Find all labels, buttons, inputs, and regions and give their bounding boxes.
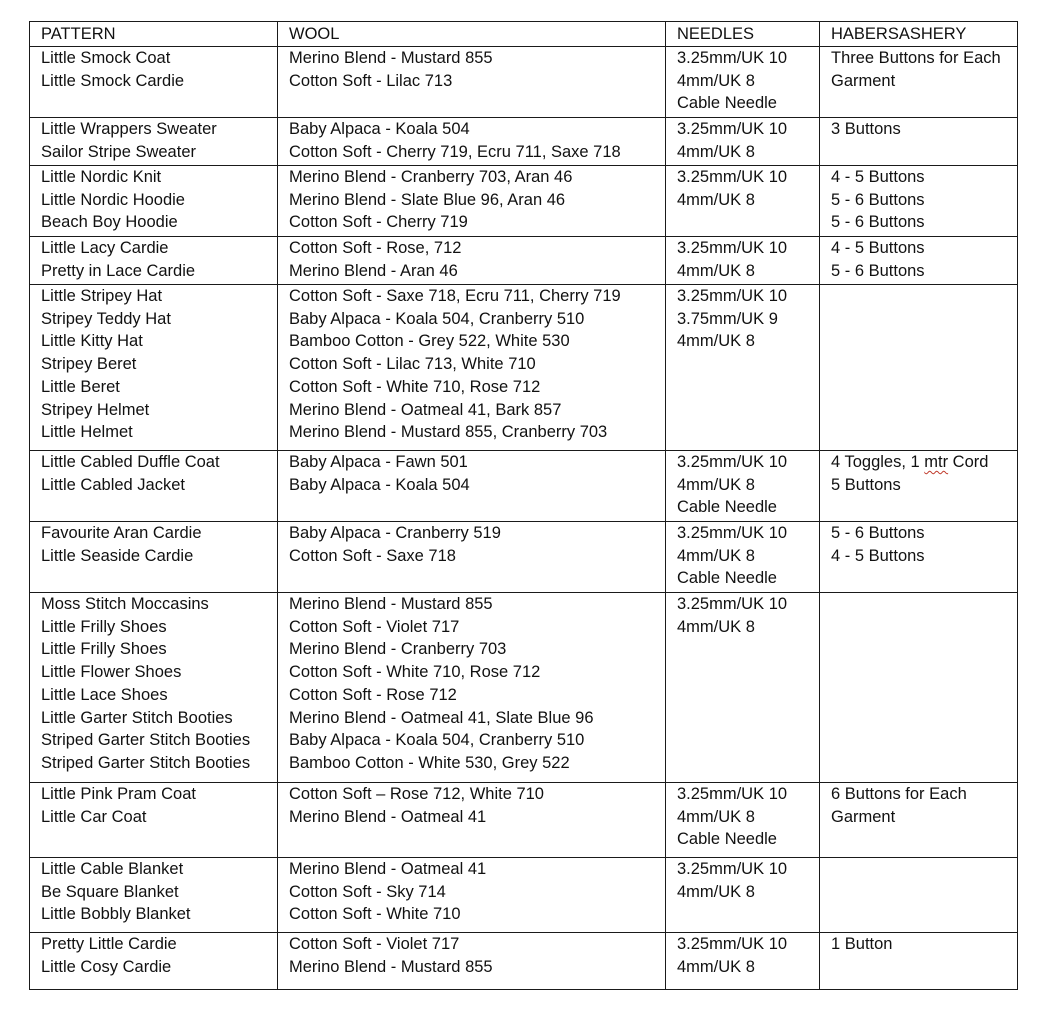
cell-line: Garment <box>831 807 896 826</box>
haberdashery-cell <box>820 47 1018 118</box>
wool-cell <box>278 593 666 783</box>
cell-line: 5 - 6 Buttons <box>831 190 925 209</box>
needles-cell <box>666 118 820 166</box>
haberdashery-cell <box>820 858 1018 933</box>
cell-line: Little Nordic Hoodie <box>41 190 185 209</box>
wool-cell <box>278 858 666 933</box>
haberdashery-cell <box>820 237 1018 285</box>
wool-cell <box>278 118 666 166</box>
needles-cell <box>666 285 820 451</box>
cell-line: 4 - 5 Buttons <box>831 546 925 565</box>
cell-line: Favourite Aran Cardie <box>41 524 202 542</box>
cell-line: 5 - 6 Buttons <box>831 213 925 232</box>
wool-cell <box>278 933 666 990</box>
cell-line: Cotton Soft - Lilac 713 <box>289 71 453 90</box>
cell-line: Sailor Stripe Sweater <box>41 142 196 161</box>
cell-line: 5 - 6 Buttons <box>831 524 925 542</box>
table-row <box>30 237 1018 285</box>
cell-line: 4 - 5 Buttons <box>831 239 925 257</box>
cell-line: Little Beret <box>41 377 120 396</box>
table-row <box>30 285 1018 451</box>
cell-line: 3 Buttons <box>831 120 901 138</box>
cell-line: 3.75mm/UK 9 <box>677 309 778 328</box>
table-row <box>30 593 1018 783</box>
pattern-cell <box>30 933 278 990</box>
needles-cell <box>666 783 820 858</box>
cell-line: 3.25mm/UK 10 <box>677 120 788 138</box>
cell-line: Striped Garter Stitch Booties <box>41 753 251 772</box>
cell-line: Cotton Soft - Violet 717 <box>289 617 460 636</box>
haberdashery-cell <box>820 118 1018 166</box>
cell-line: 4mm/UK 8 <box>677 142 755 161</box>
cell-line: Bamboo Cotton - White 530, Grey 522 <box>289 753 570 772</box>
needles-cell <box>666 522 820 593</box>
pattern-cell <box>30 858 278 933</box>
cell-line: Cotton Soft - Cherry 719, Ecru 711, Saxe 718 <box>289 142 621 161</box>
header-row <box>30 22 1018 47</box>
cell-line: Cotton Soft - Saxe 718, Ecru 711, Cherry 719 <box>289 287 621 305</box>
cell-line: Merino Blend - Oatmeal 41 <box>289 860 487 878</box>
pattern-cell <box>30 593 278 783</box>
needles-cell <box>666 451 820 522</box>
cell-line: Pretty in Lace Cardie <box>41 261 196 280</box>
cell-line: Merino Blend - Mustard 855 <box>289 957 493 976</box>
cell-line: Cotton Soft - Violet 717 <box>289 935 460 953</box>
cell-line: 4mm/UK 8 <box>677 882 755 901</box>
cell-line: 3.25mm/UK 10 <box>677 860 788 878</box>
table-row <box>30 783 1018 858</box>
cell-line: 3.25mm/UK 10 <box>677 935 788 953</box>
cell-line: 3.25mm/UK 10 <box>677 524 788 542</box>
cell-line: Little Bobbly Blanket <box>41 905 191 924</box>
cell-line: 3.25mm/UK 10 <box>677 453 788 471</box>
cell-line: 4 - 5 Buttons <box>831 168 925 186</box>
cell-line: Little Cable Blanket <box>41 860 184 878</box>
needles-cell <box>666 593 820 783</box>
pattern-cell <box>30 47 278 118</box>
needles-cell <box>666 47 820 118</box>
cell-line: 4mm/UK 8 <box>677 261 755 280</box>
cell-line: Little Helmet <box>41 423 133 442</box>
cell-line: Baby Alpaca - Koala 504 <box>289 475 470 494</box>
haberdashery-cell <box>820 166 1018 237</box>
cell-line: Beach Boy Hoodie <box>41 213 178 232</box>
cell-line: Little Flower Shoes <box>41 663 182 682</box>
cell-line: 4mm/UK 8 <box>677 190 755 209</box>
cell-line: Little Lace Shoes <box>41 685 168 704</box>
cell-line: Bamboo Cotton - Grey 522, White 530 <box>289 332 570 351</box>
cell-line: Cable Needle <box>677 569 777 588</box>
cell-line: 4 Toggles, 1 mtr Cord <box>831 453 989 471</box>
pattern-cell <box>30 285 278 451</box>
cell-line: Baby Alpaca - Koala 504, Cranberry 510 <box>289 731 585 750</box>
cell-line: Little Seaside Cardie <box>41 546 194 565</box>
cell-line: Cotton Soft - Saxe 718 <box>289 546 456 565</box>
pattern-cell <box>30 118 278 166</box>
table-row <box>30 166 1018 237</box>
cell-line: Cotton Soft - Lilac 713, White 710 <box>289 355 536 374</box>
cell-line: Little Kitty Hat <box>41 332 143 351</box>
header-pattern: PATTERN <box>30 22 278 47</box>
cell-line: 3.25mm/UK 10 <box>677 239 788 257</box>
cell-line: Baby Alpaca - Fawn 501 <box>289 453 468 471</box>
cell-line: Little Garter Stitch Booties <box>41 708 233 727</box>
cell-line: Cable Needle <box>677 830 777 849</box>
table-body <box>30 47 1018 990</box>
header-needles: NEEDLES <box>666 22 820 47</box>
cell-line: Merino Blend - Aran 46 <box>289 261 458 280</box>
cell-line: 3.25mm/UK 10 <box>677 595 788 613</box>
cell-line: Little Pink Pram Coat <box>41 785 196 803</box>
cell-line: Cotton Soft - Cherry 719 <box>289 213 468 232</box>
cell-line: 6 Buttons for Each <box>831 785 967 803</box>
table-row <box>30 47 1018 118</box>
cell-line: Stripey Teddy Hat <box>41 309 171 328</box>
cell-line: Merino Blend - Mustard 855, Cranberry 703 <box>289 423 608 442</box>
cell-line: Merino Blend - Cranberry 703, Aran 46 <box>289 168 573 186</box>
cell-line: Little Nordic Knit <box>41 168 162 186</box>
cell-line: Little Wrappers Sweater <box>41 120 217 138</box>
cell-line: Cable Needle <box>677 498 777 517</box>
cell-line: Merino Blend - Mustard 855 <box>289 595 493 613</box>
wool-cell <box>278 783 666 858</box>
cell-line: Merino Blend - Cranberry 703 <box>289 640 507 659</box>
cell-line: Baby Alpaca - Cranberry 519 <box>289 524 501 542</box>
needles-cell <box>666 933 820 990</box>
pattern-cell <box>30 166 278 237</box>
haberdashery-cell <box>820 285 1018 451</box>
cell-line: Stripey Helmet <box>41 400 150 419</box>
needles-cell <box>666 166 820 237</box>
cell-line: Moss Stitch Moccasins <box>41 595 209 613</box>
cell-line: Be Square Blanket <box>41 882 179 901</box>
cell-line: Merino Blend - Mustard 855 <box>289 49 493 67</box>
header-wool: WOOL <box>278 22 666 47</box>
cell-line: 1 Button <box>831 935 893 953</box>
cell-line: Merino Blend - Oatmeal 41 <box>289 807 487 826</box>
wool-cell <box>278 237 666 285</box>
table-header <box>30 22 1018 47</box>
cell-line: Cotton Soft – Rose 712, White 710 <box>289 785 544 803</box>
haberdashery-cell <box>820 593 1018 783</box>
cell-line: 3.25mm/UK 10 <box>677 49 788 67</box>
cell-line: Little Smock Cardie <box>41 71 185 90</box>
needles-cell <box>666 237 820 285</box>
cell-line: Pretty Little Cardie <box>41 935 177 953</box>
cell-line: Cotton Soft - White 710 <box>289 905 461 924</box>
header-haberdashery: HABERSASHERY <box>820 22 1018 47</box>
table-row <box>30 522 1018 593</box>
cell-line: Little Frilly Shoes <box>41 640 167 659</box>
cell-line: Garment <box>831 71 896 90</box>
cell-line: Little Cosy Cardie <box>41 957 172 976</box>
cell-line: 4mm/UK 8 <box>677 475 755 494</box>
cell-line: Cotton Soft - Rose, 712 <box>289 239 462 257</box>
cell-line: Little Cabled Duffle Coat <box>41 453 220 471</box>
cell-line: 4mm/UK 8 <box>677 807 755 826</box>
pattern-cell <box>30 522 278 593</box>
pattern-cell <box>30 451 278 522</box>
cell-line: 4mm/UK 8 <box>677 332 755 351</box>
cell-line: 4mm/UK 8 <box>677 546 755 565</box>
pattern-cell <box>30 237 278 285</box>
spelling-underline: mtr <box>924 453 949 471</box>
cell-line: 5 Buttons <box>831 475 901 494</box>
cell-line: 4mm/UK 8 <box>677 957 755 976</box>
wool-cell <box>278 451 666 522</box>
cell-line: Cable Needle <box>677 94 777 113</box>
cell-line: 3.25mm/UK 10 <box>677 785 788 803</box>
table-row <box>30 858 1018 933</box>
cell-line: Baby Alpaca - Koala 504 <box>289 120 470 138</box>
pattern-materials-table <box>29 21 1018 990</box>
haberdashery-cell <box>820 783 1018 858</box>
cell-line: Little Smock Coat <box>41 49 171 67</box>
cell-line: Little Lacy Cardie <box>41 239 169 257</box>
cell-line: 3.25mm/UK 10 <box>677 168 788 186</box>
haberdashery-cell <box>820 933 1018 990</box>
cell-line: Three Buttons for Each <box>831 49 1001 67</box>
cell-line: Little Car Coat <box>41 807 147 826</box>
wool-cell <box>278 166 666 237</box>
needles-cell <box>666 858 820 933</box>
cell-line: Baby Alpaca - Koala 504, Cranberry 510 <box>289 309 585 328</box>
table-row <box>30 451 1018 522</box>
cell-line: Little Frilly Shoes <box>41 617 167 636</box>
table-row <box>30 118 1018 166</box>
cell-line: Stripey Beret <box>41 355 137 374</box>
wool-cell <box>278 522 666 593</box>
wool-cell <box>278 285 666 451</box>
cell-line: 4mm/UK 8 <box>677 71 755 90</box>
cell-line: Cotton Soft - Sky 714 <box>289 882 446 901</box>
cell-line: Little Stripey Hat <box>41 287 163 305</box>
cell-line: Merino Blend - Slate Blue 96, Aran 46 <box>289 190 566 209</box>
cell-line: Merino Blend - Oatmeal 41, Slate Blue 96 <box>289 708 594 727</box>
cell-line: Cotton Soft - Rose 712 <box>289 685 457 704</box>
cell-line: 4mm/UK 8 <box>677 617 755 636</box>
cell-line: Striped Garter Stitch Booties <box>41 731 251 750</box>
table-row <box>30 933 1018 990</box>
haberdashery-cell <box>820 522 1018 593</box>
cell-line: Cotton Soft - White 710, Rose 712 <box>289 663 541 682</box>
cell-line: 5 - 6 Buttons <box>831 261 925 280</box>
cell-line: Little Cabled Jacket <box>41 475 185 494</box>
cell-line: 3.25mm/UK 10 <box>677 287 788 305</box>
cell-line: Cotton Soft - White 710, Rose 712 <box>289 377 541 396</box>
wool-cell <box>278 47 666 118</box>
haberdashery-cell <box>820 451 1018 522</box>
cell-line: Merino Blend - Oatmeal 41, Bark 857 <box>289 400 562 419</box>
pattern-cell <box>30 783 278 858</box>
